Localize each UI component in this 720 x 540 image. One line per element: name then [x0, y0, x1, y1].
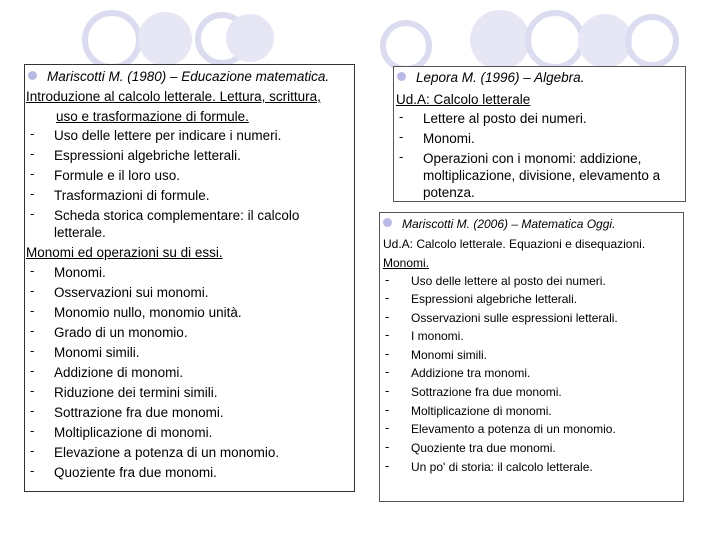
- list-item: Uso delle lettere al posto dei numeri.: [411, 274, 606, 288]
- list-item: Riduzione dei termini simili.: [54, 385, 218, 400]
- dash-icon: -: [399, 109, 404, 124]
- dash-icon: -: [385, 364, 390, 379]
- dash-icon: -: [30, 283, 35, 298]
- list-item: Quoziente fra due monomi.: [54, 465, 217, 480]
- list-item: Addizione tra monomi.: [411, 366, 531, 380]
- dash-icon: -: [385, 290, 390, 305]
- dash-icon: -: [30, 343, 35, 358]
- dash-icon: -: [385, 309, 390, 324]
- dash-icon: -: [399, 149, 404, 164]
- right-top-title: Lepora M. (1996) – Algebra.: [397, 68, 584, 88]
- dash-icon: -: [30, 403, 35, 418]
- list-item: Quoziente tra due monomi.: [411, 441, 556, 455]
- dash-icon: -: [30, 303, 35, 318]
- decorative-circle: [82, 10, 142, 70]
- list-item: Moltiplicazione di monomi.: [54, 425, 213, 440]
- list-item: Moltiplicazione di monomi.: [411, 404, 552, 418]
- dash-icon: -: [30, 323, 35, 338]
- list-item: Elevazione a potenza di un monomio.: [54, 445, 280, 460]
- dash-icon: -: [30, 186, 35, 201]
- list-item: Monomio nullo, monomio unità.: [54, 305, 242, 320]
- list-item: Osservazioni sui monomi.: [54, 285, 209, 300]
- right-bottom-heading: Ud.A: Calcolo letterale. Equazioni e disequazioni.: [383, 237, 646, 251]
- decorative-circle: [226, 14, 274, 62]
- dash-icon: -: [30, 146, 35, 161]
- list-item: Grado di un monomio.: [54, 325, 188, 340]
- list-item: Uso delle lettere per indicare i numeri.: [54, 128, 282, 143]
- list-item-continuation: letterale.: [54, 225, 106, 240]
- list-item: Elevamento a potenza di un monomio.: [411, 422, 616, 436]
- list-item: Addizione di monomi.: [54, 365, 184, 380]
- list-item: Operazioni con i monomi: addizione,: [423, 151, 642, 166]
- decorative-circle: [525, 10, 585, 70]
- list-item: Un po' di storia: il calcolo letterale.: [411, 460, 593, 474]
- list-item: Monomi simili.: [54, 345, 140, 360]
- decorative-circle: [470, 10, 530, 70]
- list-item: Trasformazioni di formule.: [54, 188, 210, 203]
- decorative-circle: [380, 20, 432, 72]
- decorative-circle: [578, 14, 632, 68]
- decorative-circle: [138, 12, 192, 66]
- list-item: Monomi simili.: [411, 348, 488, 362]
- list-item: Formule e il loro uso.: [54, 168, 181, 183]
- bullet-icon: [28, 71, 37, 80]
- right-top-heading: Ud.A: Calcolo letterale: [396, 92, 531, 107]
- list-item: I monomi.: [411, 329, 464, 343]
- dash-icon: -: [385, 383, 390, 398]
- list-item: Osservazioni sulle espressioni letterali.: [411, 311, 618, 325]
- dash-icon: -: [30, 363, 35, 378]
- dash-icon: -: [385, 458, 390, 473]
- list-item: Scheda storica complementare: il calcolo: [54, 208, 300, 223]
- dash-icon: -: [385, 346, 390, 361]
- list-item: Sottrazione fra due monomi.: [54, 405, 224, 420]
- left-heading-1b: uso e trasformazione di formule.: [56, 109, 249, 124]
- dash-icon: -: [30, 423, 35, 438]
- bullet-icon: [383, 218, 392, 227]
- dash-icon: -: [30, 263, 35, 278]
- dash-icon: -: [385, 327, 390, 342]
- dash-icon: -: [385, 272, 390, 287]
- dash-icon: -: [30, 166, 35, 181]
- decorative-circle: [625, 14, 679, 68]
- left-title: Mariscotti M. (1980) – Educazione matematica.: [28, 67, 329, 87]
- bullet-icon: [397, 72, 406, 81]
- list-item-continuation: moltiplicazione, divisione, elevamento a: [423, 168, 661, 183]
- left-heading-2: Monomi ed operazioni su di essi.: [26, 245, 223, 260]
- list-item: Monomi.: [423, 131, 475, 146]
- dash-icon: -: [399, 129, 404, 144]
- dash-icon: -: [30, 206, 35, 221]
- list-item-continuation: potenza.: [423, 185, 475, 200]
- dash-icon: -: [30, 126, 35, 141]
- dash-icon: -: [385, 402, 390, 417]
- right-bottom-subheading: Monomi.: [383, 256, 430, 270]
- list-item: Monomi.: [54, 265, 106, 280]
- dash-icon: -: [385, 420, 390, 435]
- list-item: Sottrazione fra due monomi.: [411, 385, 562, 399]
- list-item: Lettere al posto dei numeri.: [423, 111, 587, 126]
- list-item: Espressioni algebriche letterali.: [411, 292, 578, 306]
- list-item: Espressioni algebriche letterali.: [54, 148, 241, 163]
- left-heading-1a: Introduzione al calcolo letterale. Lettura, scrittura,: [26, 89, 321, 104]
- dash-icon: -: [30, 383, 35, 398]
- dash-icon: -: [30, 443, 35, 458]
- right-bottom-title: Mariscotti M. (2006) – Matematica Oggi.: [383, 215, 615, 234]
- dash-icon: -: [385, 439, 390, 454]
- dash-icon: -: [30, 463, 35, 478]
